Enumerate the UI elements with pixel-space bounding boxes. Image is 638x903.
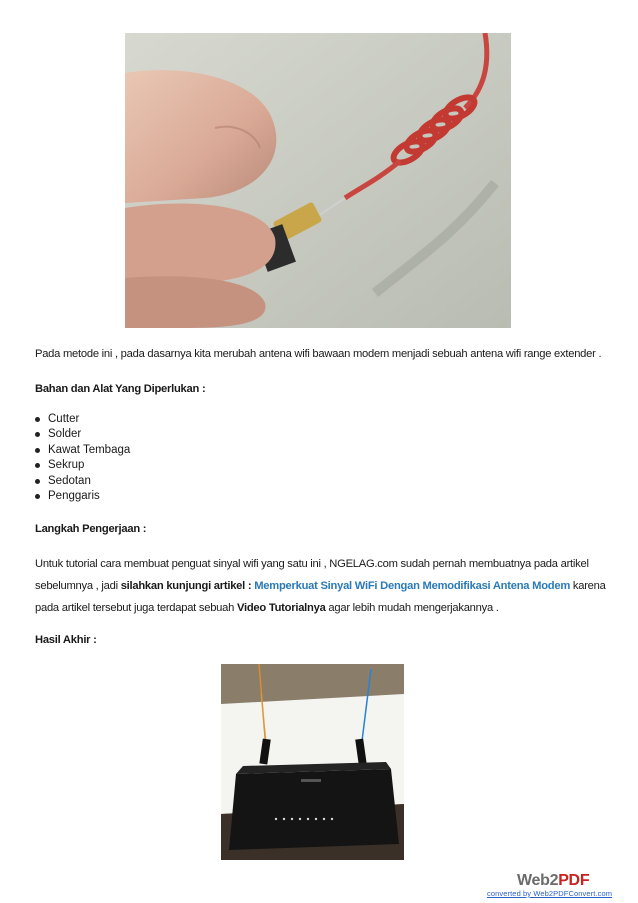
list-item: Solder	[30, 427, 130, 442]
materials-heading: Bahan dan Alat Yang Diperlukan :	[35, 383, 206, 395]
logo-text-pdf: PDF	[558, 872, 590, 889]
steps-heading: Langkah Pengerjaan :	[35, 523, 147, 535]
list-item: Sedotan	[30, 474, 130, 489]
list-item: Kawat Tembaga	[30, 443, 130, 458]
materials-list	[30, 412, 130, 504]
steps-text-3: agar lebih mudah mengerjakannya .	[325, 602, 499, 614]
converted-by-link[interactable]: converted by Web2PDFConvert.com	[487, 889, 613, 898]
steps-bold-2: Video Tutorialnya	[236, 602, 326, 614]
antenna-coil-photo	[125, 33, 511, 328]
result-heading: Hasil Akhir :	[35, 634, 97, 646]
steps-bold-1: silahkan kunjungi artikel :	[120, 580, 252, 592]
steps-text-1: Untuk tutorial cara membuat penguat sinyal wifi yang satu ini , NGELAG.com sudah pernah membuatnya pada artikel sebelumnya , jadi	[35, 558, 589, 592]
list-item: Cutter	[30, 412, 130, 427]
article-link[interactable]: Memperkuat Sinyal WiFi Dengan Memodifikasi Antena Modem	[254, 580, 571, 592]
steps-paragraph	[35, 553, 610, 619]
list-item: Penggaris	[30, 489, 130, 504]
steps-text-2: karena pada artikel tersebut juga terdapat sebuah	[35, 580, 606, 614]
web2pdf-logo	[517, 872, 599, 890]
list-item: Sekrup	[30, 458, 130, 473]
router-result-photo	[221, 664, 404, 860]
logo-text-web2: Web2	[517, 872, 559, 889]
intro-paragraph: Pada metode ini , pada dasarnya kita merubah antena wifi bawaan modem menjadi sebuah antena wifi range extender .	[35, 348, 602, 360]
